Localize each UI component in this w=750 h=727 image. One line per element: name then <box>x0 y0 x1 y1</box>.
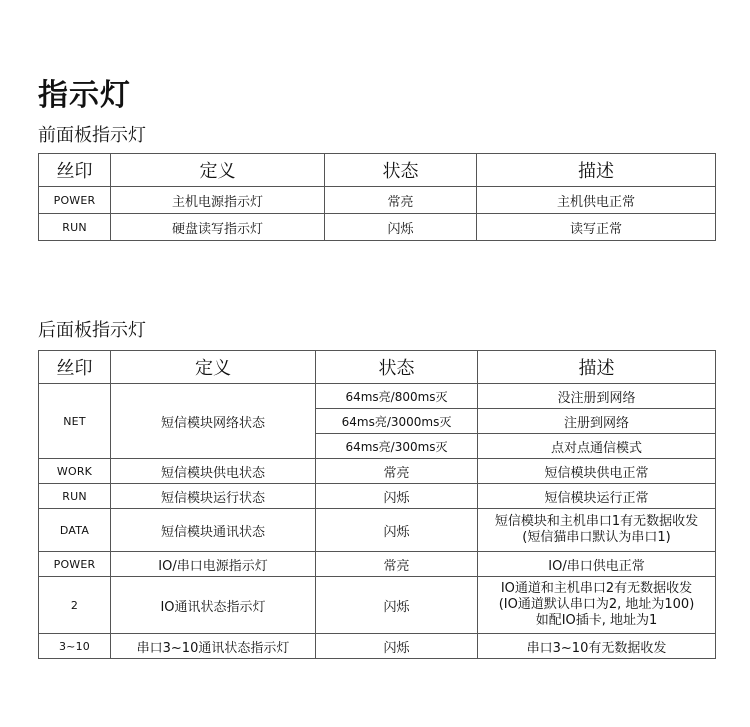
back-panel-table <box>38 350 716 659</box>
cell-state: 64ms亮/300ms灭 <box>316 434 478 459</box>
cell-description: IO/串口供电正常 <box>478 552 716 577</box>
cell-definition: IO通讯状态指示灯 <box>111 577 316 634</box>
front-panel-heading: 前面板指示灯 <box>38 125 146 146</box>
cell-definition: 短信模块供电状态 <box>111 459 316 484</box>
cell-description <box>478 577 716 634</box>
header-state: 状态 <box>316 351 478 384</box>
table-row <box>39 484 716 509</box>
cell-state: 闪烁 <box>316 577 478 634</box>
cell-state: 闪烁 <box>316 509 478 552</box>
page-title: 指示灯 <box>38 78 131 113</box>
cell-description: 主机供电正常 <box>477 187 716 214</box>
cell-mark: 3~10 <box>39 634 111 659</box>
cell-description: 读写正常 <box>477 214 716 241</box>
cell-mark: WORK <box>39 459 111 484</box>
header-description: 描述 <box>477 154 716 187</box>
cell-definition: 短信模块通讯状态 <box>111 509 316 552</box>
table-header-row <box>39 154 716 187</box>
cell-state: 64ms亮/3000ms灭 <box>316 409 478 434</box>
table-row <box>39 459 716 484</box>
cell-mark: RUN <box>39 214 111 241</box>
description-line: IO通道和主机串口2有无数据收发 <box>500 581 693 596</box>
cell-description: 短信模块供电正常 <box>478 459 716 484</box>
header-state: 状态 <box>325 154 477 187</box>
table-row <box>39 384 716 409</box>
header-description: 描述 <box>478 351 716 384</box>
cell-mark: 2 <box>39 577 111 634</box>
table-header-row <box>39 351 716 384</box>
cell-description: 注册到网络 <box>478 409 716 434</box>
cell-state: 闪烁 <box>316 484 478 509</box>
table-row <box>39 634 716 659</box>
cell-definition: IO/串口电源指示灯 <box>111 552 316 577</box>
front-panel-table <box>38 153 716 241</box>
cell-state: 闪烁 <box>325 214 477 241</box>
cell-description: 短信模块运行正常 <box>478 484 716 509</box>
cell-state: 常亮 <box>325 187 477 214</box>
cell-mark: POWER <box>39 187 111 214</box>
table-row <box>39 577 716 634</box>
cell-state: 闪烁 <box>316 634 478 659</box>
cell-description: 串口3~10有无数据收发 <box>478 634 716 659</box>
header-definition: 定义 <box>111 351 316 384</box>
table-row <box>39 187 716 214</box>
cell-mark: POWER <box>39 552 111 577</box>
table-row <box>39 509 716 552</box>
description-line: 短信模块和主机串口1有无数据收发 <box>494 514 699 529</box>
cell-mark: NET <box>39 384 111 459</box>
cell-definition: 短信模块网络状态 <box>111 384 316 459</box>
cell-description: 点对点通信模式 <box>478 434 716 459</box>
cell-definition: 主机电源指示灯 <box>111 187 325 214</box>
cell-mark: DATA <box>39 509 111 552</box>
cell-state: 常亮 <box>316 459 478 484</box>
description-line: (IO通道默认串口为2, 地址为100) <box>498 597 695 612</box>
back-panel-heading: 后面板指示灯 <box>38 320 146 341</box>
header-mark: 丝印 <box>39 351 111 384</box>
description-line: 如配IO插卡, 地址为1 <box>535 613 658 628</box>
header-mark: 丝印 <box>39 154 111 187</box>
cell-definition: 短信模块运行状态 <box>111 484 316 509</box>
table-row <box>39 552 716 577</box>
cell-state: 64ms亮/800ms灭 <box>316 384 478 409</box>
cell-description <box>478 509 716 552</box>
cell-definition: 硬盘读写指示灯 <box>111 214 325 241</box>
cell-mark: RUN <box>39 484 111 509</box>
cell-description: 没注册到网络 <box>478 384 716 409</box>
table-row <box>39 214 716 241</box>
cell-definition: 串口3~10通讯状态指示灯 <box>111 634 316 659</box>
description-line: (短信猫串口默认为串口1) <box>522 530 671 545</box>
cell-state: 常亮 <box>316 552 478 577</box>
header-definition: 定义 <box>111 154 325 187</box>
